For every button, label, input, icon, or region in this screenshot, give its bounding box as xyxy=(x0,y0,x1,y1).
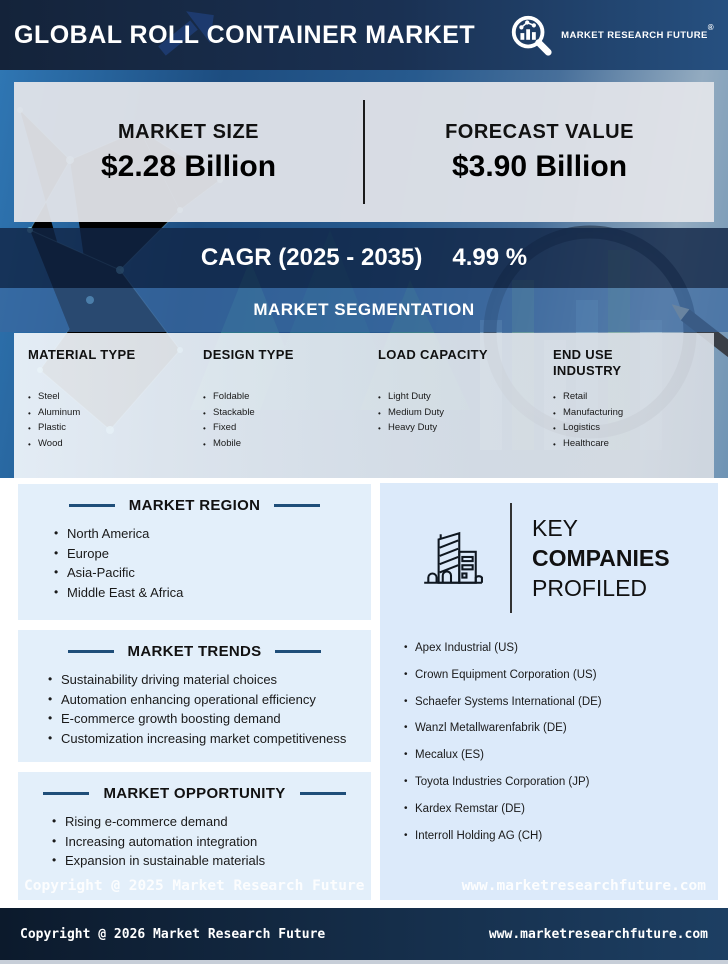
list-item: • Middle East & Africa xyxy=(54,583,371,603)
title-dash-left xyxy=(68,650,114,653)
market-opportunity-list xyxy=(52,812,371,871)
list-item: • Plastic xyxy=(28,420,195,436)
list-item: • Increasing automation integration xyxy=(52,832,371,852)
market-trends-list xyxy=(48,670,371,748)
segment-column-design-type xyxy=(203,347,378,478)
title-dash-right xyxy=(300,792,346,795)
cagr-band xyxy=(0,228,728,288)
watermark-copyright: Copyright @ 2025 Market Research Future xyxy=(24,878,365,894)
list-item: • Aluminum xyxy=(28,405,195,421)
title-wrap xyxy=(14,21,475,50)
segmentation-title: MARKET SEGMENTATION xyxy=(253,300,475,319)
footer-website-link[interactable]: www.marketresearchfuture.com xyxy=(488,926,708,942)
cagr-value: 4.99 % xyxy=(452,244,528,271)
forecast-value-stat xyxy=(365,121,714,184)
list-item: • Sustainability driving material choices xyxy=(48,670,371,690)
list-item: • Customization increasing market competitiveness xyxy=(48,729,371,749)
bottom-strip xyxy=(0,960,728,964)
list-item: • Expansion in sustainable materials xyxy=(52,851,371,871)
segment-list xyxy=(553,389,695,451)
list-item: • Heavy Duty xyxy=(378,420,545,436)
market-region-title: MARKET REGION xyxy=(128,497,261,514)
market-size-stat xyxy=(14,121,363,184)
market-size-label: MARKET SIZE xyxy=(117,120,260,143)
key-companies-title-line1: KEY xyxy=(532,515,579,541)
title-dash-left xyxy=(43,792,89,795)
title-dash-left xyxy=(69,504,115,507)
list-item: • Medium Duty xyxy=(378,405,545,421)
segment-column-end-use-industry xyxy=(553,347,703,478)
companies-list xyxy=(404,635,718,849)
cagr-label: CAGR (2025 - 2035) xyxy=(200,244,423,271)
segment-column-title: END USE INDUSTRY xyxy=(553,347,622,378)
list-item: • Mecalux (ES) xyxy=(404,742,718,769)
brand-logo xyxy=(508,12,714,58)
lower-section xyxy=(0,478,728,908)
market-region-panel xyxy=(18,484,371,620)
footer-bar xyxy=(0,908,728,960)
market-trends-panel xyxy=(18,630,371,762)
panel-title-row xyxy=(18,785,371,802)
list-item: • Mobile xyxy=(203,436,370,452)
watermark-website-link[interactable]: www.marketresearchfuture.com xyxy=(461,878,706,894)
list-item: • Kardex Remstar (DE) xyxy=(404,796,718,823)
list-item: • Apex Industrial (US) xyxy=(404,635,718,662)
list-item: • Foldable xyxy=(203,389,370,405)
forecast-value-label: FORECAST VALUE xyxy=(445,120,634,143)
list-item: • Europe xyxy=(54,544,371,564)
segmentation-panel xyxy=(14,333,714,478)
title-dash-right xyxy=(274,504,320,507)
key-companies-panel xyxy=(380,483,718,900)
list-item: • Stackable xyxy=(203,405,370,421)
list-item: • Automation enhancing operational efficiency xyxy=(48,690,371,710)
segment-list xyxy=(378,389,545,436)
list-item: • Light Duty xyxy=(378,389,545,405)
mrf-logo-icon xyxy=(508,12,554,58)
brand-name: MARKET RESEARCH FUTURE® xyxy=(561,22,714,41)
list-item: • Interroll Holding AG (CH) xyxy=(404,823,718,850)
list-item: • North America xyxy=(54,524,371,544)
market-opportunity-title: MARKET OPPORTUNITY xyxy=(103,785,286,802)
segment-column-title: MATERIAL TYPE xyxy=(28,347,136,362)
list-item: • Logistics xyxy=(553,420,695,436)
buildings-icon xyxy=(418,525,484,591)
companies-divider xyxy=(510,503,512,613)
registered-mark: ® xyxy=(707,22,714,32)
list-item: • Toyota Industries Corporation (JP) xyxy=(404,769,718,796)
segment-column-material-type xyxy=(28,347,203,478)
panel-title-row xyxy=(18,497,371,514)
market-size-value: $2.28 Billion xyxy=(100,149,277,183)
list-item: • Rising e-commerce demand xyxy=(52,812,371,832)
segment-column-title: LOAD CAPACITY xyxy=(378,347,488,362)
list-item: • Manufacturing xyxy=(553,405,695,421)
stats-panel xyxy=(14,82,714,222)
key-companies-header xyxy=(380,483,718,613)
list-item: • Retail xyxy=(553,389,695,405)
header-bar xyxy=(0,0,728,70)
panel-title-row xyxy=(18,643,371,660)
list-item: • Healthcare xyxy=(553,436,695,452)
list-item: • Wanzl Metallwarenfabrik (DE) xyxy=(404,715,718,742)
list-item: • Steel xyxy=(28,389,195,405)
hero-section xyxy=(0,70,728,478)
page-title: GLOBAL ROLL CONTAINER MARKET xyxy=(14,20,476,49)
key-companies-title-line2: COMPANIES xyxy=(532,545,670,571)
key-companies-title-line3: PROFILED xyxy=(532,575,648,601)
list-item: • Schaefer Systems International (DE) xyxy=(404,689,718,716)
segment-list xyxy=(203,389,370,451)
footer-copyright: Copyright @ 2026 Market Research Future xyxy=(20,926,326,942)
title-dash-right xyxy=(275,650,321,653)
forecast-value-value: $3.90 Billion xyxy=(451,149,628,183)
list-item: • Fixed xyxy=(203,420,370,436)
market-trends-title: MARKET TRENDS xyxy=(127,643,262,660)
list-item: • Wood xyxy=(28,436,195,452)
list-item: • Crown Equipment Corporation (US) xyxy=(404,662,718,689)
segment-list xyxy=(28,389,195,451)
list-item: • E-commerce growth boosting demand xyxy=(48,709,371,729)
segment-column-title: DESIGN TYPE xyxy=(203,347,294,362)
key-companies-title xyxy=(532,513,670,603)
market-region-list xyxy=(54,524,371,602)
segment-column-load-capacity xyxy=(378,347,553,478)
segmentation-title-band xyxy=(0,288,728,332)
list-item: • Asia-Pacific xyxy=(54,563,371,583)
